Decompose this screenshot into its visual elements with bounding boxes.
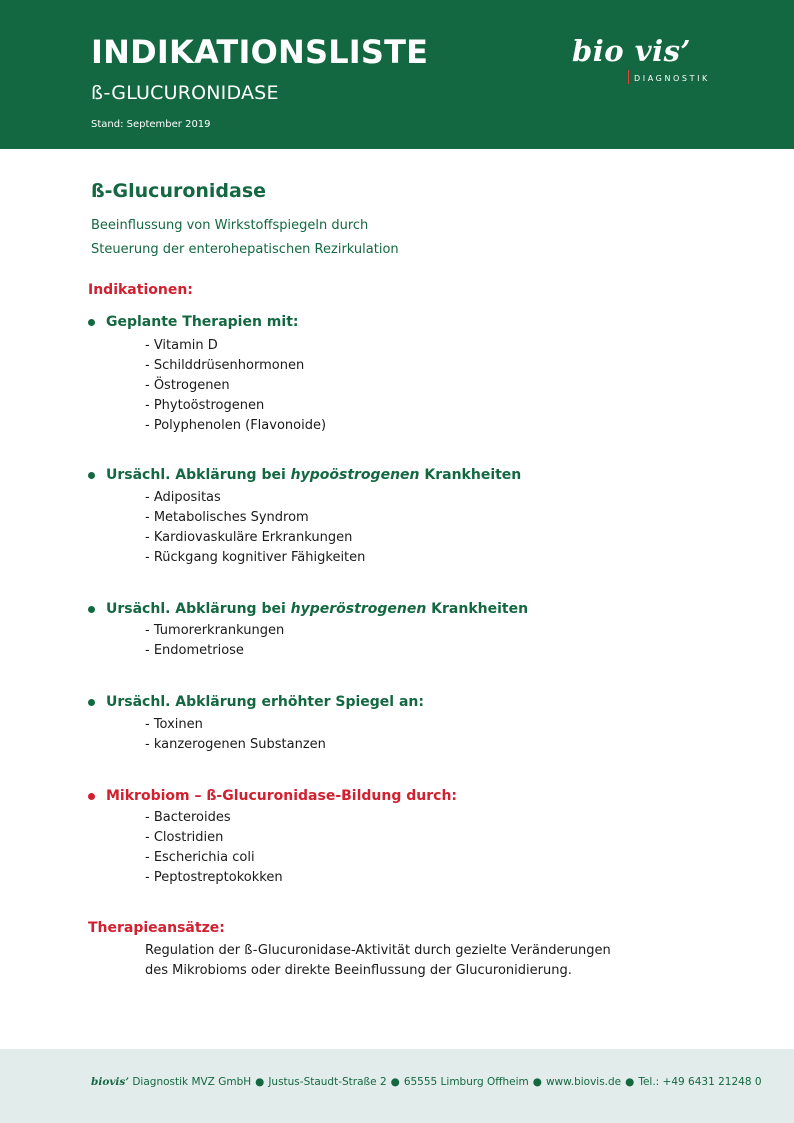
logo-divider bbox=[628, 70, 629, 84]
footer-city: 65555 Limburg Offheim bbox=[403, 1076, 529, 1088]
list-item: - Phytoöstrogenen bbox=[145, 398, 265, 413]
list-item: - Polyphenolen (Flavonoide) bbox=[145, 418, 327, 433]
item-list bbox=[145, 715, 326, 755]
intro-line-1: Beeinflussung von Wirkstoffspiegeln durch bbox=[91, 218, 369, 233]
list-item: - kanzerogenen Substanzen bbox=[145, 737, 326, 752]
bullet-icon bbox=[88, 699, 95, 706]
therapieansaetze-heading: Therapieansätze: bbox=[88, 920, 225, 936]
footer-company: Diagnostik MVZ GmbH bbox=[129, 1076, 252, 1088]
header-banner bbox=[0, 0, 794, 149]
footer bbox=[0, 1049, 794, 1123]
page-title: INDIKATIONSLISTE bbox=[91, 33, 429, 71]
list-item: - Metabolisches Syndrom bbox=[145, 510, 309, 525]
separator-dot-icon: ● bbox=[390, 1076, 400, 1088]
list-item: - Rückgang kognitiver Fähigkeiten bbox=[145, 550, 366, 565]
list-item: - Escherichia coli bbox=[145, 850, 255, 865]
bullet-icon bbox=[88, 606, 95, 613]
section-heading: Geplante Therapien mit: bbox=[106, 314, 299, 330]
item-list bbox=[145, 488, 365, 568]
list-item: - Schilddrüsenhormonen bbox=[145, 358, 305, 373]
bullet-icon bbox=[88, 472, 95, 479]
list-item: - Vitamin D bbox=[145, 338, 218, 353]
document-heading: ß-Glucuronidase bbox=[91, 180, 267, 202]
therapie-line-2: des Mikrobioms oder direkte Beeinflussung der Glucuronidierung. bbox=[145, 963, 572, 978]
section-heading: Ursächl. Abklärung erhöhter Spiegel an: bbox=[106, 694, 424, 710]
footer-contact bbox=[91, 1076, 762, 1088]
biovis-logo bbox=[572, 34, 732, 94]
item-list bbox=[145, 621, 284, 661]
item-list bbox=[145, 808, 283, 888]
logo-wordmark: bio vis’ bbox=[572, 34, 692, 68]
logo-tagline: DIAGNOSTIK bbox=[634, 74, 710, 83]
item-list bbox=[145, 336, 326, 436]
list-item: - Peptostreptokokken bbox=[145, 870, 283, 885]
footer-phone: Tel.: +49 6431 21248 0 bbox=[638, 1076, 762, 1088]
list-item: - Kardiovaskuläre Erkrankungen bbox=[145, 530, 353, 545]
separator-dot-icon: ● bbox=[625, 1076, 635, 1088]
list-item: - Clostridien bbox=[145, 830, 224, 845]
footer-street: Justus-Staudt-Straße 2 bbox=[268, 1076, 387, 1088]
section-heading: Ursächl. Abklärung bei hypoöstrogenen Krankheiten bbox=[106, 467, 522, 483]
footer-web-link[interactable]: www.biovis.de bbox=[545, 1076, 622, 1088]
list-item: - Endometriose bbox=[145, 643, 244, 658]
page-subtitle: ß-GLUCURONIDASE bbox=[91, 82, 279, 104]
footer-brand: biovis’ bbox=[91, 1076, 129, 1088]
separator-dot-icon: ● bbox=[255, 1076, 265, 1088]
bullet-icon bbox=[88, 793, 95, 800]
section-heading: Ursächl. Abklärung bei hyperöstrogenen Krankheiten bbox=[106, 601, 529, 617]
indikationen-heading: Indikationen: bbox=[88, 282, 193, 298]
list-item: - Östrogenen bbox=[145, 378, 230, 393]
therapie-line-1: Regulation der ß-Glucuronidase-Aktivität durch gezielte Veränderungen bbox=[145, 943, 611, 958]
list-item: - Tumorerkrankungen bbox=[145, 623, 285, 638]
section-heading: Mikrobiom – ß-Glucuronidase-Bildung durch: bbox=[106, 788, 458, 804]
bullet-icon bbox=[88, 319, 95, 326]
list-item: - Bacteroides bbox=[145, 810, 231, 825]
separator-dot-icon: ● bbox=[532, 1076, 542, 1088]
stand-date: Stand: September 2019 bbox=[91, 119, 211, 130]
intro-line-2: Steuerung der enterohepatischen Rezirkulation bbox=[91, 242, 399, 257]
list-item: - Toxinen bbox=[145, 717, 203, 732]
list-item: - Adipositas bbox=[145, 490, 221, 505]
